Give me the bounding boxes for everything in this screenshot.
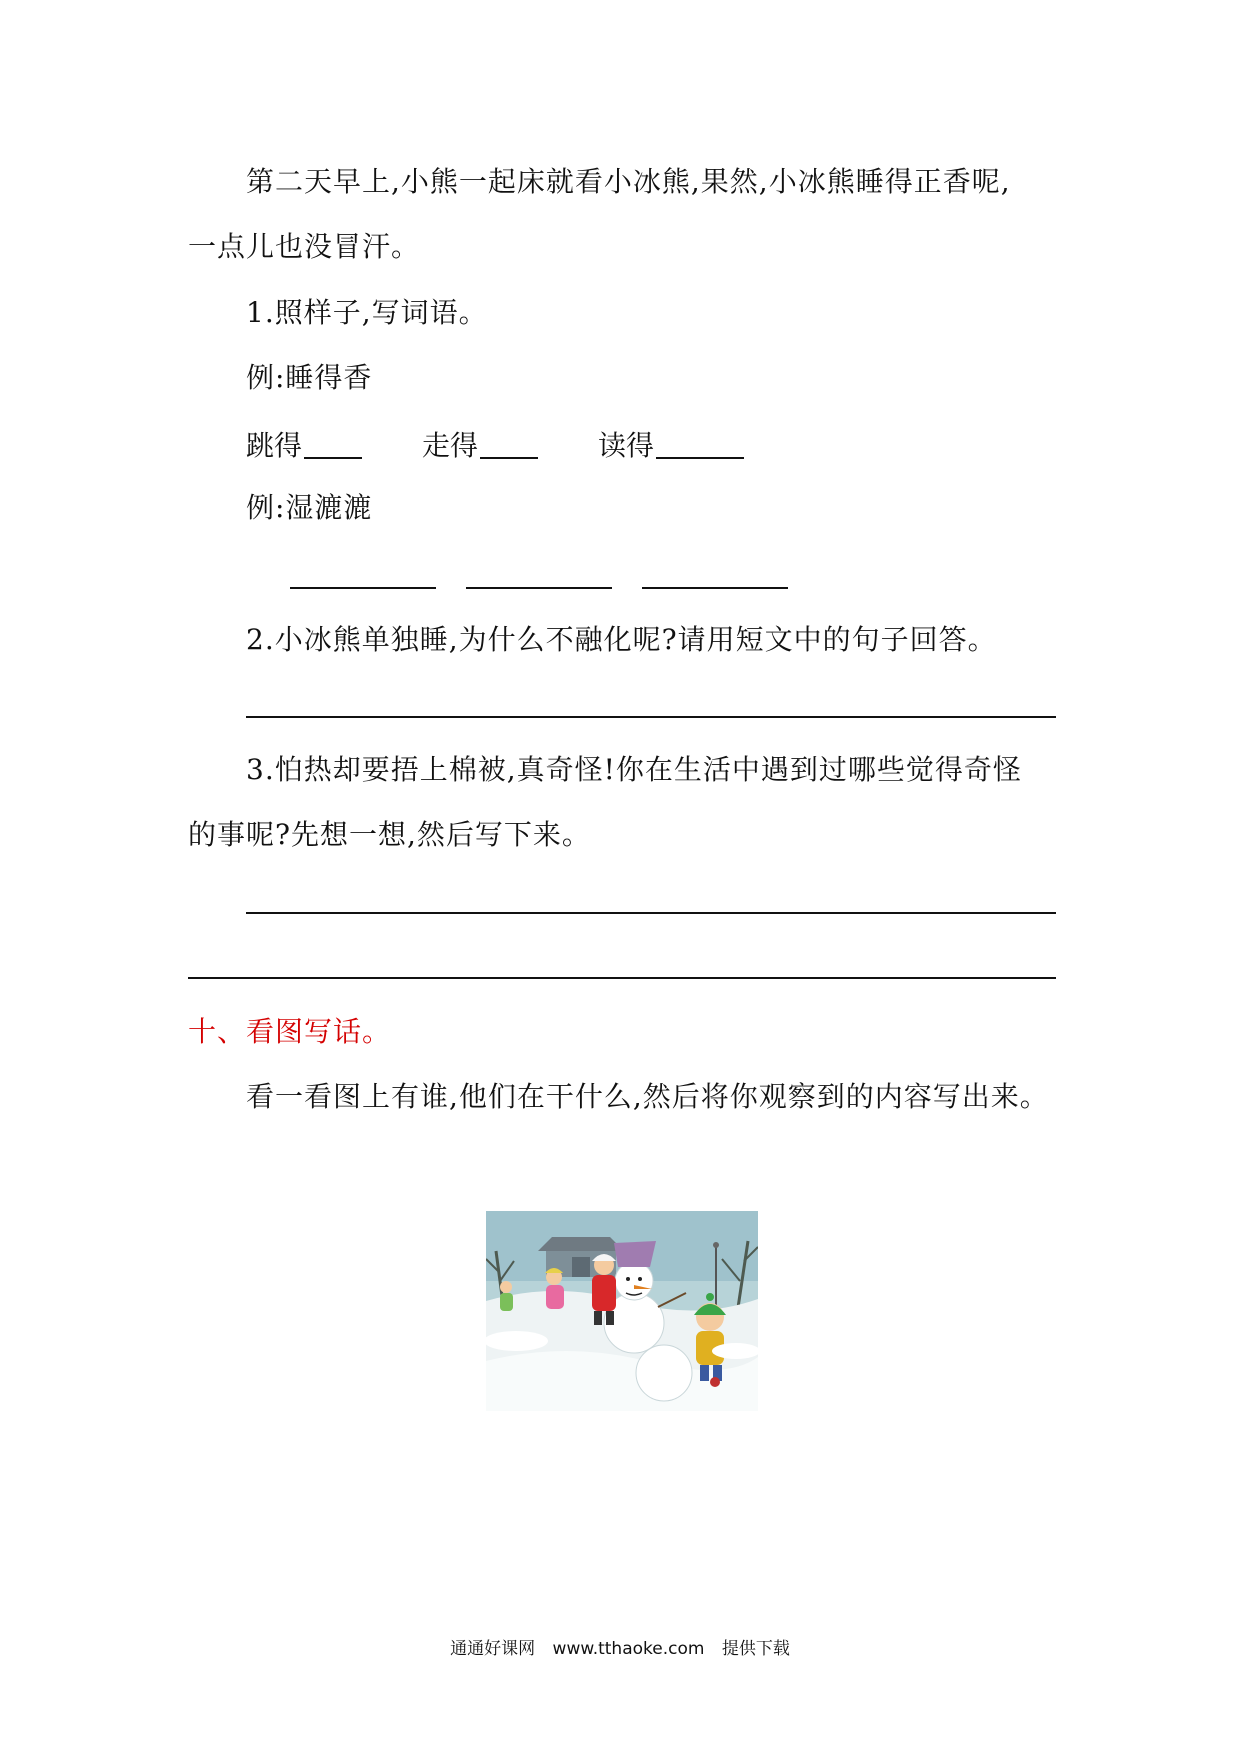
snowman-picture: [486, 1211, 758, 1411]
passage-line-1: 第二天早上,小熊一起床就看小冰熊,果然,小冰熊睡得正香呢,: [246, 165, 1011, 198]
example-1: 例:睡得香: [246, 361, 373, 394]
word-blank-2[interactable]: [480, 457, 538, 459]
passage-line-2: 一点儿也没冒汗。: [188, 230, 421, 263]
footer-site-name: 通通好课网: [450, 1639, 536, 1659]
question-3-line-1: 3.怕热却要捂上棉被,真奇怪!你在生活中遇到过哪些觉得奇怪: [246, 753, 1022, 786]
question-2-text: 2.小冰熊单独睡,为什么不融化呢?请用短文中的句子回答。: [246, 623, 997, 656]
section-10-heading: 十、看图写话。: [188, 1015, 392, 1048]
aabb-blank-3[interactable]: [642, 587, 788, 589]
word-blank-3[interactable]: [656, 457, 744, 459]
section-10-instruction: 看一看图上有谁,他们在干什么,然后将你观察到的内容写出来。: [246, 1080, 1049, 1113]
page-footer: [0, 1634, 1240, 1659]
aabb-blank-2[interactable]: [466, 587, 612, 589]
question-2-answer-line[interactable]: [246, 716, 1056, 718]
word-prompt-2: 走得: [422, 429, 479, 462]
footer-url[interactable]: www.tthaoke.com: [552, 1639, 705, 1659]
aabb-blank-1[interactable]: [290, 587, 436, 589]
question-3-line-2: 的事呢?先想一想,然后写下来。: [188, 818, 591, 851]
question-3-answer-line-1[interactable]: [246, 912, 1056, 914]
footer-suffix: 提供下载: [721, 1639, 790, 1659]
question-1-title: 1.照样子,写词语。: [246, 296, 488, 329]
word-blank-1[interactable]: [304, 457, 362, 459]
example-2: 例:湿漉漉: [246, 491, 373, 524]
word-prompt-3: 读得: [598, 429, 655, 462]
question-3-answer-line-2[interactable]: [188, 977, 1056, 979]
word-prompt-1: 跳得: [246, 429, 303, 462]
